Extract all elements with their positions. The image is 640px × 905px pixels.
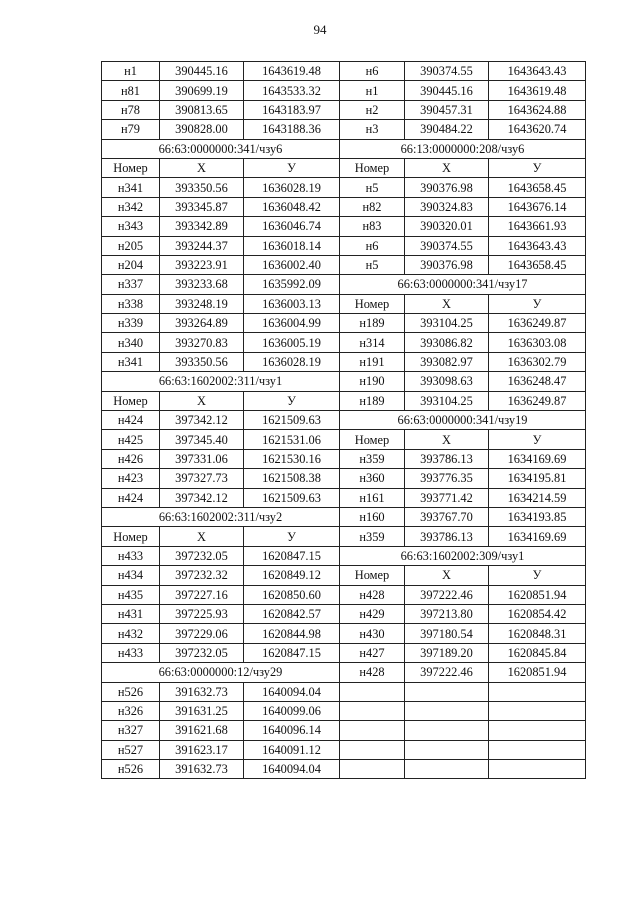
x-coordinate-cell: 390376.98 bbox=[405, 255, 489, 274]
table-row bbox=[102, 411, 340, 430]
y-coordinate-cell: 1621530.16 bbox=[244, 449, 340, 468]
point-number-cell: н359 bbox=[340, 527, 405, 546]
x-coordinate-cell: 391632.73 bbox=[160, 760, 244, 779]
point-number-cell: н340 bbox=[102, 333, 160, 352]
y-coordinate-cell: 1640096.14 bbox=[244, 721, 340, 740]
x-coordinate-cell: 397229.06 bbox=[160, 624, 244, 643]
table-row bbox=[102, 740, 340, 759]
y-coordinate-cell: 1634193.85 bbox=[489, 507, 586, 526]
table-row bbox=[102, 488, 340, 507]
point-number-cell: н6 bbox=[340, 236, 405, 255]
x-coordinate-cell: 390828.00 bbox=[160, 120, 244, 139]
empty-cell bbox=[340, 740, 405, 759]
x-coordinate-cell: 390457.31 bbox=[405, 100, 489, 119]
table-row bbox=[102, 760, 340, 779]
empty-cell bbox=[489, 682, 586, 701]
point-number-cell: н78 bbox=[102, 100, 160, 119]
point-number-cell: н427 bbox=[340, 643, 405, 662]
number-column-header: Номер bbox=[340, 294, 405, 313]
table-row bbox=[102, 100, 340, 119]
x-column-header: X bbox=[405, 294, 489, 313]
x-coordinate-cell: 397232.05 bbox=[160, 546, 244, 565]
x-coordinate-cell: 390374.55 bbox=[405, 62, 489, 81]
point-number-cell: н428 bbox=[340, 585, 405, 604]
empty-cell bbox=[340, 721, 405, 740]
table-row bbox=[102, 430, 340, 449]
table-row bbox=[102, 333, 340, 352]
point-number-cell: н433 bbox=[102, 643, 160, 662]
table-row bbox=[102, 236, 340, 255]
number-column-header: Номер bbox=[102, 391, 160, 410]
table-row bbox=[102, 81, 340, 100]
point-number-cell: н79 bbox=[102, 120, 160, 139]
section-title-row bbox=[102, 507, 340, 526]
y-coordinate-cell: 1640094.04 bbox=[244, 760, 340, 779]
table-row bbox=[102, 255, 340, 274]
table-header-row bbox=[102, 158, 340, 177]
point-number-cell: н204 bbox=[102, 255, 160, 274]
point-number-cell: н82 bbox=[340, 197, 405, 216]
x-coordinate-cell: 397342.12 bbox=[160, 411, 244, 430]
y-coordinate-cell: 1636002.40 bbox=[244, 255, 340, 274]
point-number-cell: н435 bbox=[102, 585, 160, 604]
y-coordinate-cell: 1636046.74 bbox=[244, 217, 340, 236]
cadastral-section-title: 66:63:0000000:12/чзу29 bbox=[102, 663, 340, 682]
point-number-cell: н338 bbox=[102, 294, 160, 313]
x-coordinate-cell: 393786.13 bbox=[405, 527, 489, 546]
section-title-row bbox=[340, 411, 586, 430]
empty-table-row bbox=[340, 701, 586, 720]
y-coordinate-cell: 1640094.04 bbox=[244, 682, 340, 701]
table-row bbox=[102, 275, 340, 294]
y-column-header: У bbox=[244, 158, 340, 177]
table-row bbox=[102, 469, 340, 488]
y-coordinate-cell: 1636249.87 bbox=[489, 314, 586, 333]
y-coordinate-cell: 1643188.36 bbox=[244, 120, 340, 139]
cadastral-section-title: 66:63:0000000:341/чзу17 bbox=[340, 275, 586, 294]
table-row bbox=[340, 333, 586, 352]
table-row bbox=[102, 449, 340, 468]
table-row bbox=[102, 294, 340, 313]
x-coordinate-cell: 393086.82 bbox=[405, 333, 489, 352]
y-coordinate-cell: 1643661.93 bbox=[489, 217, 586, 236]
y-coordinate-cell: 1620851.94 bbox=[489, 663, 586, 682]
x-coordinate-cell: 397189.20 bbox=[405, 643, 489, 662]
x-coordinate-cell: 393098.63 bbox=[405, 372, 489, 391]
x-coordinate-cell: 391621.68 bbox=[160, 721, 244, 740]
x-coordinate-cell: 393104.25 bbox=[405, 314, 489, 333]
y-coordinate-cell: 1640099.06 bbox=[244, 701, 340, 720]
table-row bbox=[340, 488, 586, 507]
y-coordinate-cell: 1634169.69 bbox=[489, 527, 586, 546]
table-row bbox=[340, 527, 586, 546]
empty-cell bbox=[489, 721, 586, 740]
x-coordinate-cell: 393270.83 bbox=[160, 333, 244, 352]
point-number-cell: н81 bbox=[102, 81, 160, 100]
y-coordinate-cell: 1643619.48 bbox=[489, 81, 586, 100]
point-number-cell: н6 bbox=[340, 62, 405, 81]
x-coordinate-cell: 393350.56 bbox=[160, 178, 244, 197]
y-coordinate-cell: 1636048.42 bbox=[244, 197, 340, 216]
table-row bbox=[340, 197, 586, 216]
point-number-cell: н5 bbox=[340, 178, 405, 197]
point-number-cell: н339 bbox=[102, 314, 160, 333]
point-number-cell: н2 bbox=[340, 100, 405, 119]
x-coordinate-cell: 397232.05 bbox=[160, 643, 244, 662]
table-row bbox=[102, 682, 340, 701]
y-coordinate-cell: 1640091.12 bbox=[244, 740, 340, 759]
table-row bbox=[102, 62, 340, 81]
number-column-header: Номер bbox=[102, 158, 160, 177]
x-coordinate-cell: 397227.16 bbox=[160, 585, 244, 604]
empty-table-row bbox=[340, 760, 586, 779]
y-coordinate-cell: 1620851.94 bbox=[489, 585, 586, 604]
y-coordinate-cell: 1621508.38 bbox=[244, 469, 340, 488]
y-coordinate-cell: 1620845.84 bbox=[489, 643, 586, 662]
empty-cell bbox=[340, 682, 405, 701]
point-number-cell: н360 bbox=[340, 469, 405, 488]
point-number-cell: н314 bbox=[340, 333, 405, 352]
x-coordinate-cell: 393223.91 bbox=[160, 255, 244, 274]
table-row bbox=[102, 178, 340, 197]
empty-cell bbox=[340, 701, 405, 720]
point-number-cell: н327 bbox=[102, 721, 160, 740]
x-coordinate-cell: 393345.87 bbox=[160, 197, 244, 216]
cadastral-section-title: 66:13:0000000:208/чзу6 bbox=[340, 139, 586, 158]
x-coordinate-cell: 390320.01 bbox=[405, 217, 489, 236]
cadastral-section-title: 66:63:1602002:311/чзу1 bbox=[102, 372, 340, 391]
table-row bbox=[340, 391, 586, 410]
point-number-cell: н431 bbox=[102, 604, 160, 623]
point-number-cell: н1 bbox=[340, 81, 405, 100]
point-number-cell: н341 bbox=[102, 178, 160, 197]
y-coordinate-cell: 1643619.48 bbox=[244, 62, 340, 81]
y-column-header: У bbox=[244, 527, 340, 546]
cadastral-section-title: 66:63:0000000:341/чзу19 bbox=[340, 411, 586, 430]
y-coordinate-cell: 1643658.45 bbox=[489, 255, 586, 274]
table-row bbox=[340, 62, 586, 81]
y-column-header: У bbox=[489, 294, 586, 313]
table-row bbox=[340, 624, 586, 643]
point-number-cell: н424 bbox=[102, 488, 160, 507]
point-number-cell: н428 bbox=[340, 663, 405, 682]
x-coordinate-cell: 393767.70 bbox=[405, 507, 489, 526]
empty-table-row bbox=[340, 740, 586, 759]
y-coordinate-cell: 1636249.87 bbox=[489, 391, 586, 410]
point-number-cell: н5 bbox=[340, 255, 405, 274]
table-header-row bbox=[340, 566, 586, 585]
x-coordinate-cell: 397222.46 bbox=[405, 663, 489, 682]
point-number-cell: н526 bbox=[102, 682, 160, 701]
table-header-row bbox=[340, 158, 586, 177]
table-row bbox=[340, 236, 586, 255]
y-coordinate-cell: 1636005.19 bbox=[244, 333, 340, 352]
table-row bbox=[340, 81, 586, 100]
empty-cell bbox=[405, 760, 489, 779]
y-coordinate-cell: 1636004.99 bbox=[244, 314, 340, 333]
point-number-cell: н343 bbox=[102, 217, 160, 236]
y-coordinate-cell: 1636028.19 bbox=[244, 352, 340, 371]
y-column-header: У bbox=[489, 566, 586, 585]
empty-cell bbox=[405, 682, 489, 701]
section-title-row bbox=[102, 139, 340, 158]
y-column-header: У bbox=[244, 391, 340, 410]
table-row bbox=[340, 217, 586, 236]
point-number-cell: н190 bbox=[340, 372, 405, 391]
number-column-header: Номер bbox=[340, 566, 405, 585]
empty-table-row bbox=[340, 682, 586, 701]
x-coordinate-cell: 397331.06 bbox=[160, 449, 244, 468]
y-coordinate-cell: 1636018.14 bbox=[244, 236, 340, 255]
point-number-cell: н423 bbox=[102, 469, 160, 488]
point-number-cell: н527 bbox=[102, 740, 160, 759]
y-column-header: У bbox=[489, 430, 586, 449]
x-coordinate-cell: 391623.17 bbox=[160, 740, 244, 759]
y-coordinate-cell: 1620844.98 bbox=[244, 624, 340, 643]
cadastral-section-title: 66:63:1602002:309/чзу1 bbox=[340, 546, 586, 565]
section-title-row bbox=[102, 372, 340, 391]
point-number-cell: н161 bbox=[340, 488, 405, 507]
point-number-cell: н83 bbox=[340, 217, 405, 236]
table-row bbox=[340, 120, 586, 139]
x-coordinate-cell: 393342.89 bbox=[160, 217, 244, 236]
x-coordinate-cell: 397222.46 bbox=[405, 585, 489, 604]
x-column-header: X bbox=[405, 566, 489, 585]
point-number-cell: н189 bbox=[340, 314, 405, 333]
x-coordinate-cell: 397232.32 bbox=[160, 566, 244, 585]
point-number-cell: н425 bbox=[102, 430, 160, 449]
x-coordinate-cell: 397327.73 bbox=[160, 469, 244, 488]
empty-cell bbox=[340, 760, 405, 779]
point-number-cell: н433 bbox=[102, 546, 160, 565]
table-row bbox=[340, 372, 586, 391]
number-column-header: Номер bbox=[102, 527, 160, 546]
y-coordinate-cell: 1620854.42 bbox=[489, 604, 586, 623]
y-coordinate-cell: 1643624.88 bbox=[489, 100, 586, 119]
y-coordinate-cell: 1634169.69 bbox=[489, 449, 586, 468]
section-title-row bbox=[102, 663, 340, 682]
table-row bbox=[340, 469, 586, 488]
empty-table-row bbox=[340, 721, 586, 740]
point-number-cell: н359 bbox=[340, 449, 405, 468]
y-coordinate-cell: 1643533.32 bbox=[244, 81, 340, 100]
x-coordinate-cell: 393776.35 bbox=[405, 469, 489, 488]
table-row bbox=[340, 352, 586, 371]
x-coordinate-cell: 397180.54 bbox=[405, 624, 489, 643]
right-coordinates-table bbox=[339, 61, 585, 779]
table-row bbox=[340, 507, 586, 526]
x-column-header: X bbox=[160, 391, 244, 410]
x-coordinate-cell: 393786.13 bbox=[405, 449, 489, 468]
point-number-cell: н432 bbox=[102, 624, 160, 643]
left-coordinates-table bbox=[101, 61, 339, 779]
y-coordinate-cell: 1620848.31 bbox=[489, 624, 586, 643]
x-coordinate-cell: 393233.68 bbox=[160, 275, 244, 294]
point-number-cell: н426 bbox=[102, 449, 160, 468]
point-number-cell: н205 bbox=[102, 236, 160, 255]
x-coordinate-cell: 391632.73 bbox=[160, 682, 244, 701]
table-row bbox=[340, 449, 586, 468]
y-coordinate-cell: 1643183.97 bbox=[244, 100, 340, 119]
point-number-cell: н1 bbox=[102, 62, 160, 81]
x-column-header: X bbox=[405, 158, 489, 177]
table-row bbox=[102, 217, 340, 236]
section-title-row bbox=[340, 139, 586, 158]
empty-cell bbox=[489, 740, 586, 759]
y-coordinate-cell: 1620850.60 bbox=[244, 585, 340, 604]
point-number-cell: н434 bbox=[102, 566, 160, 585]
table-row bbox=[340, 663, 586, 682]
point-number-cell: н326 bbox=[102, 701, 160, 720]
y-coordinate-cell: 1621509.63 bbox=[244, 488, 340, 507]
table-row bbox=[340, 643, 586, 662]
x-coordinate-cell: 391631.25 bbox=[160, 701, 244, 720]
table-header-row bbox=[102, 527, 340, 546]
x-coordinate-cell: 393248.19 bbox=[160, 294, 244, 313]
table-row bbox=[340, 585, 586, 604]
x-coordinate-cell: 397213.80 bbox=[405, 604, 489, 623]
table-row bbox=[102, 120, 340, 139]
empty-cell bbox=[405, 701, 489, 720]
x-coordinate-cell: 390699.19 bbox=[160, 81, 244, 100]
table-row bbox=[340, 100, 586, 119]
y-coordinate-cell: 1643658.45 bbox=[489, 178, 586, 197]
table-row bbox=[102, 701, 340, 720]
table-row bbox=[102, 314, 340, 333]
table-row bbox=[340, 255, 586, 274]
point-number-cell: н191 bbox=[340, 352, 405, 371]
table-header-row bbox=[102, 391, 340, 410]
x-column-header: X bbox=[160, 158, 244, 177]
x-coordinate-cell: 390374.55 bbox=[405, 236, 489, 255]
point-number-cell: н424 bbox=[102, 411, 160, 430]
x-coordinate-cell: 393350.56 bbox=[160, 352, 244, 371]
x-column-header: X bbox=[160, 527, 244, 546]
y-coordinate-cell: 1643620.74 bbox=[489, 120, 586, 139]
table-row bbox=[102, 566, 340, 585]
table-row bbox=[102, 604, 340, 623]
empty-cell bbox=[489, 760, 586, 779]
y-coordinate-cell: 1620842.57 bbox=[244, 604, 340, 623]
y-coordinate-cell: 1621531.06 bbox=[244, 430, 340, 449]
x-coordinate-cell: 393771.42 bbox=[405, 488, 489, 507]
y-coordinate-cell: 1643643.43 bbox=[489, 62, 586, 81]
x-coordinate-cell: 393082.97 bbox=[405, 352, 489, 371]
y-coordinate-cell: 1634214.59 bbox=[489, 488, 586, 507]
point-number-cell: н337 bbox=[102, 275, 160, 294]
point-number-cell: н429 bbox=[340, 604, 405, 623]
y-coordinate-cell: 1635992.09 bbox=[244, 275, 340, 294]
y-coordinate-cell: 1636003.13 bbox=[244, 294, 340, 313]
x-coordinate-cell: 390813.65 bbox=[160, 100, 244, 119]
x-column-header: X bbox=[405, 430, 489, 449]
y-coordinate-cell: 1620849.12 bbox=[244, 566, 340, 585]
page-number: 94 bbox=[313, 22, 327, 37]
table-row bbox=[340, 314, 586, 333]
table-row bbox=[102, 352, 340, 371]
number-column-header: Номер bbox=[340, 158, 405, 177]
table-row bbox=[340, 604, 586, 623]
x-coordinate-cell: 393104.25 bbox=[405, 391, 489, 410]
point-number-cell: н189 bbox=[340, 391, 405, 410]
y-coordinate-cell: 1621509.63 bbox=[244, 411, 340, 430]
x-coordinate-cell: 390445.16 bbox=[405, 81, 489, 100]
table-header-row bbox=[340, 430, 586, 449]
point-number-cell: н342 bbox=[102, 197, 160, 216]
x-coordinate-cell: 393244.37 bbox=[160, 236, 244, 255]
y-column-header: У bbox=[489, 158, 586, 177]
x-coordinate-cell: 397225.93 bbox=[160, 604, 244, 623]
x-coordinate-cell: 397342.12 bbox=[160, 488, 244, 507]
y-coordinate-cell: 1620847.15 bbox=[244, 643, 340, 662]
table-row bbox=[102, 643, 340, 662]
x-coordinate-cell: 390324.83 bbox=[405, 197, 489, 216]
table-row bbox=[102, 624, 340, 643]
x-coordinate-cell: 393264.89 bbox=[160, 314, 244, 333]
table-row bbox=[102, 721, 340, 740]
point-number-cell: н160 bbox=[340, 507, 405, 526]
empty-cell bbox=[405, 740, 489, 759]
y-coordinate-cell: 1636248.47 bbox=[489, 372, 586, 391]
y-coordinate-cell: 1636302.79 bbox=[489, 352, 586, 371]
point-number-cell: н3 bbox=[340, 120, 405, 139]
x-coordinate-cell: 397345.40 bbox=[160, 430, 244, 449]
table-row bbox=[102, 197, 340, 216]
table-row bbox=[340, 178, 586, 197]
cadastral-section-title: 66:63:0000000:341/чзу6 bbox=[102, 139, 340, 158]
point-number-cell: н430 bbox=[340, 624, 405, 643]
cadastral-section-title: 66:63:1602002:311/чзу2 bbox=[102, 507, 340, 526]
number-column-header: Номер bbox=[340, 430, 405, 449]
table-row bbox=[102, 585, 340, 604]
x-coordinate-cell: 390484.22 bbox=[405, 120, 489, 139]
y-coordinate-cell: 1643643.43 bbox=[489, 236, 586, 255]
table-header-row bbox=[340, 294, 586, 313]
table-row bbox=[102, 546, 340, 565]
x-coordinate-cell: 390445.16 bbox=[160, 62, 244, 81]
y-coordinate-cell: 1634195.81 bbox=[489, 469, 586, 488]
y-coordinate-cell: 1636303.08 bbox=[489, 333, 586, 352]
x-coordinate-cell: 390376.98 bbox=[405, 178, 489, 197]
section-title-row bbox=[340, 275, 586, 294]
point-number-cell: н341 bbox=[102, 352, 160, 371]
empty-cell bbox=[405, 721, 489, 740]
empty-cell bbox=[489, 701, 586, 720]
y-coordinate-cell: 1636028.19 bbox=[244, 178, 340, 197]
y-coordinate-cell: 1643676.14 bbox=[489, 197, 586, 216]
section-title-row bbox=[340, 546, 586, 565]
point-number-cell: н526 bbox=[102, 760, 160, 779]
y-coordinate-cell: 1620847.15 bbox=[244, 546, 340, 565]
